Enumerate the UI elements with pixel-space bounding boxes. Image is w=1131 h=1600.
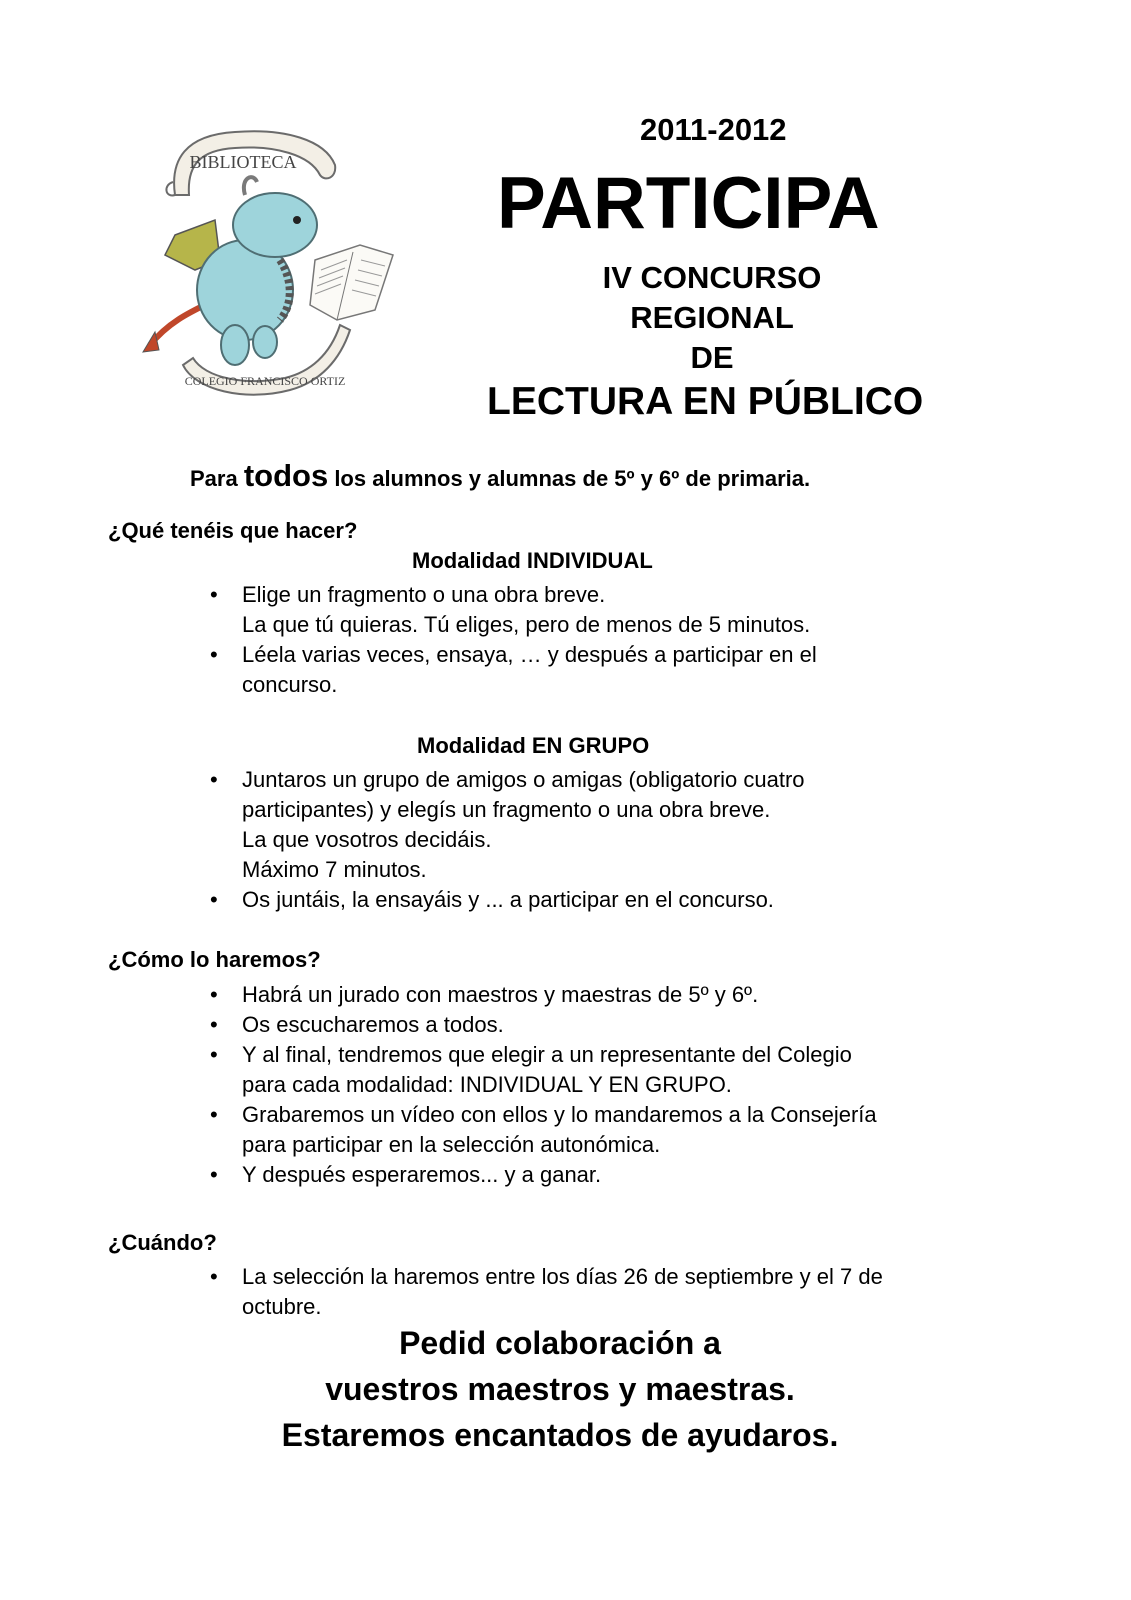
list-item (210, 1100, 1010, 1160)
list-item (210, 1262, 1010, 1322)
list-item-line: • Léela varias veces, ensaya, … y después a participar en el (242, 642, 817, 667)
svg-text:COLEGIO FRANCISCO ORTIZ: COLEGIO FRANCISCO ORTIZ (184, 374, 346, 388)
question-how: ¿Cómo lo haremos? (108, 947, 321, 972)
list-item (210, 1160, 1010, 1190)
closing-message (215, 1320, 905, 1458)
list-item (210, 980, 1010, 1010)
list-item-line: Máximo 7 minutos. (242, 857, 427, 882)
when-list (210, 1262, 1010, 1322)
how-list (210, 980, 1010, 1190)
list-item-line: para cada modalidad: INDIVIDUAL Y EN GRUPO. (242, 1072, 732, 1097)
intro-before: Para (190, 466, 244, 491)
dragon-reading-book-icon (125, 120, 410, 410)
list-item (210, 640, 1010, 700)
list-item (210, 1040, 1010, 1100)
list-item-line: concurso. (242, 672, 338, 697)
list-item-line: • Habrá un jurado con maestros y maestras de 5º y 6º. (242, 982, 759, 1007)
group-list (210, 765, 1010, 915)
closing-line-3: Estaremos encantados de ayudaros. (281, 1417, 839, 1453)
subtitle-line-2: REGIONAL (630, 300, 794, 335)
intro-after: los alumnos y alumnas de 5º y 6º de primaria. (328, 466, 811, 491)
intro-emphasis: todos (243, 458, 329, 493)
headline: PARTICIPA (497, 163, 880, 244)
list-item (210, 580, 1010, 640)
list-item-line: • Os juntáis, la ensayáis y ... a participar en el concurso. (242, 887, 774, 912)
closing-line-1: Pedid colaboración a (399, 1325, 721, 1361)
subtitle-line-3: DE (690, 340, 734, 375)
list-item (210, 885, 1010, 915)
list-item-line: octubre. (242, 1294, 322, 1319)
subtitle-line-1: IV CONCURSO (602, 260, 822, 295)
list-item-line: • Elige un fragmento o una obra breve. (242, 582, 606, 607)
list-item-line: • Os escucharemos a todos. (242, 1012, 504, 1037)
library-logo (125, 120, 410, 410)
individual-list (210, 580, 1010, 700)
contest-title: LECTURA EN PÚBLICO (487, 380, 924, 423)
individual-heading: Modalidad INDIVIDUAL (412, 548, 653, 573)
list-item-line: La que vosotros decidáis. (242, 827, 492, 852)
closing-line-2: vuestros maestros y maestras. (325, 1371, 795, 1407)
school-year: 2011-2012 (640, 112, 787, 147)
list-item-line: • Juntaros un grupo de amigos o amigas (obligatorio cuatro (242, 767, 805, 792)
svg-text:BIBLIOTECA: BIBLIOTECA (189, 152, 297, 172)
list-item-line: participantes) y elegís un fragmento o una obra breve. (242, 797, 771, 822)
list-item-line: • Grabaremos un vídeo con ellos y lo mandaremos a la Consejería (242, 1102, 877, 1127)
question-what: ¿Qué tenéis que hacer? (108, 518, 358, 543)
list-item-line: • Y después esperaremos... y a ganar. (242, 1162, 602, 1187)
group-heading: Modalidad EN GRUPO (417, 733, 650, 758)
question-when: ¿Cuándo? (108, 1230, 217, 1255)
list-item-line: La que tú quieras. Tú eliges, pero de menos de 5 minutos. (242, 612, 811, 637)
list-item-line: para participar en la selección autonómica. (242, 1132, 661, 1157)
list-item-line: • Y al final, tendremos que elegir a un representante del Colegio (242, 1042, 852, 1067)
intro-line (190, 458, 810, 494)
list-item (210, 1010, 1010, 1040)
list-item (210, 765, 1010, 885)
list-item-line: • La selección la haremos entre los días 26 de septiembre y el 7 de (242, 1264, 883, 1289)
